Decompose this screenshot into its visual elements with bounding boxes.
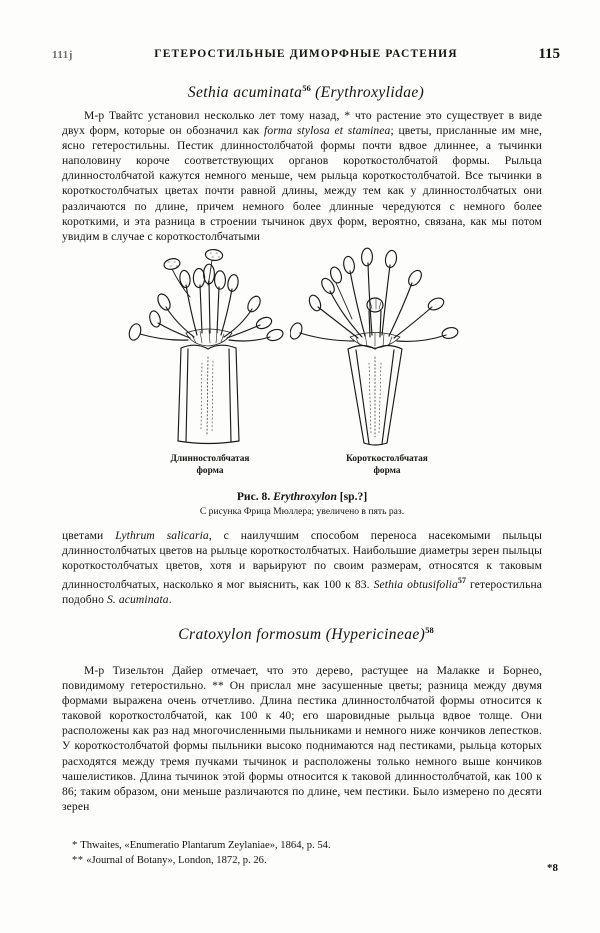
- p1-latin-forma: forma stylosa et staminea: [264, 124, 391, 138]
- p2-segment-4: .: [168, 593, 172, 607]
- footnotes-block: [72, 838, 512, 868]
- running-head-title: ГЕТЕРОСТИЛЬНЫЕ ДИМОРФНЫЕ РАСТЕНИЯ: [154, 48, 458, 60]
- figure-number: Рис. 8.: [236, 490, 274, 503]
- footnote-marker: **: [72, 855, 84, 866]
- p2-latin-s-acuminata: S. acuminata: [106, 593, 169, 607]
- footnote-marker: *: [72, 840, 78, 851]
- figure-8: [62, 245, 542, 517]
- paragraph-text: [62, 528, 542, 607]
- species-heading-cratoxylon: [52, 625, 560, 644]
- label-long-styled-form: [135, 454, 285, 477]
- footnote-text: Thwaites, «Enumeratio Plantarum Zeylaniae», 1864, p. 54.: [80, 840, 331, 851]
- p2-latin-lythrum: Lythrum salicaria: [115, 529, 209, 542]
- p1-segment-1: М-р Твайтс установил несколько лет тому назад, * что растение это существует в виде двух форм, которые он обозначил как: [62, 109, 542, 138]
- paragraph-sethia-pollen: [62, 528, 542, 607]
- paragraph-cratoxylon: [62, 663, 542, 814]
- figure-species-qualifier: [sp.?]: [336, 490, 368, 503]
- label-line-2: форма: [373, 465, 401, 476]
- species-family: (Erythroxylidae): [315, 84, 425, 102]
- p2-segment-3: гетеростильна подобно: [62, 578, 543, 607]
- signature-mark: *8: [547, 862, 558, 874]
- paragraph-text: [62, 108, 542, 244]
- figure-plates: [62, 245, 542, 450]
- species-family: (Hypericineae): [325, 626, 426, 644]
- p2-footnote-ref: 57: [457, 576, 467, 586]
- page-number: 115: [538, 46, 560, 62]
- p2-segment-1: цветами: [62, 529, 116, 542]
- label-line-2: форма: [196, 465, 224, 476]
- footnote-1: [72, 838, 512, 853]
- footnote-2: [72, 853, 512, 868]
- species-name: Sethia acuminata: [187, 84, 303, 102]
- p2-latin-sethia-obtusifolia: Sethia obtusifolia: [373, 578, 458, 592]
- illustration-short-styled-form: [290, 245, 460, 450]
- p2-segment-2: , с наилучшим способом переноса насекомыми пыльцы длинностолбчатых цветов на рыльце короткостолбчатых. Наибольшие диаметры зерен пыльцы короткостолбчатых цветов, хотя и варьируют по своим размерам, относятся к таковым длинностолбчатых, насколько я мог выяснить, как 100 к 83.: [62, 529, 542, 592]
- running-head: [52, 48, 560, 68]
- folio-left-mark: 111j: [52, 49, 73, 61]
- illustration-long-styled-form: [124, 245, 294, 450]
- figure-subcaption: С рисунка Фрица Мюллера; увеличено в пять раз.: [199, 506, 405, 517]
- paragraph-sethia-intro: [62, 108, 542, 244]
- label-line-1: Длинностолбчатая: [170, 454, 250, 464]
- p1-segment-2: ; цветы, присланные им мне, ясно гетеростильны. Пестик длинностолбчатой формы почти вдвое длиннее, а тычинки наполовину короче соответствующих органов короткостолбчатой формы. Рыльца длинностолбчатой кажутся немного меньше, чем рыльца короткостолбчатой. Все тычинки в короткостолбчатых цветах почти равной длины, между тем как у длинностолбчатых они различаются по длине, причем немного более длинные чередуются с немного более короткими, и эта разница в строении тычинок двух форм, вероятно, связана, как мы потом увидим в случае с короткостолбчатыми: [62, 124, 543, 243]
- species-footnote-ref: 56: [302, 83, 311, 93]
- figure-species-name: Erythroxylon: [273, 490, 337, 503]
- species-name: Cratoxylon formosum: [178, 626, 322, 644]
- figure-caption: [62, 490, 542, 503]
- footnote-text: «Journal of Botany», London, 1872, p. 26.: [86, 855, 267, 866]
- label-short-styled-form: [312, 454, 462, 477]
- paragraph-text: М-р Тизельтон Дайер отмечает, что это дерево, растущее на Малакке и Борнео, повидимому гетеростильно. ** Он прислал мне засушенные цветы; разница между двумя формами выражена очень отчетливо. Длина пестика длинностолбчатой формы относится к таковой короткостолбчатой, как 100 к 40; его шаровидные рыльца вдвое толще. Они расположены как раз над многочисленными пыльниками и немного ниже кончиков лепестков. У короткостолбчатой формы пыльники высоко поднимаются над пестиками, рыльца которых расходятся между тремя пучками тычинок и расположены только немного выше кончиков чашелистиков. Длина тычинок этой формы относится к таковой длинностолбчатой, как 100 к 86; таким образом, они меньше различаются по длине, чем пестики. Было измерено по десяти зерен: [62, 664, 542, 813]
- figure-form-labels: [62, 454, 542, 484]
- species-heading-sethia: [52, 83, 560, 102]
- species-footnote-ref: 58: [425, 625, 434, 635]
- label-line-1: Короткостолбчатая: [346, 454, 428, 464]
